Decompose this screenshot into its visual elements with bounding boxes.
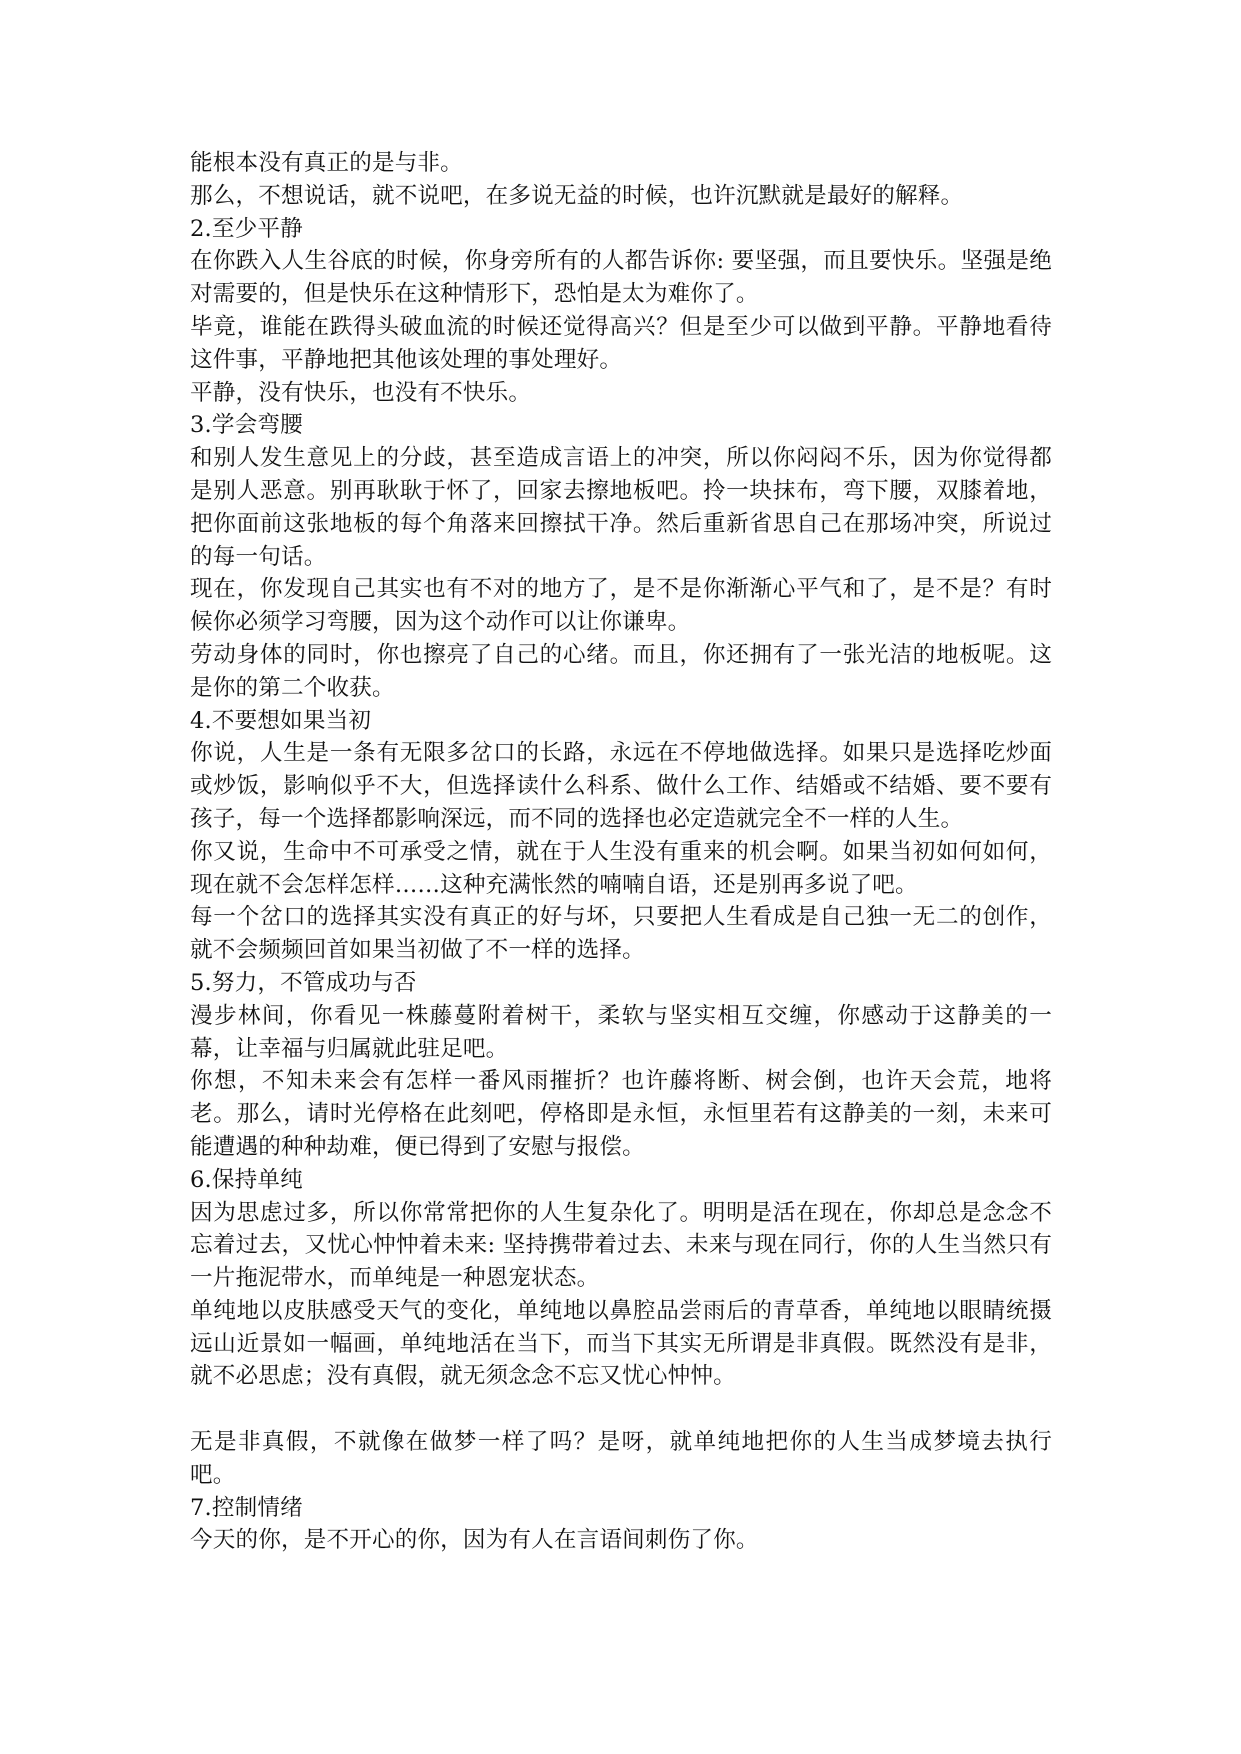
blank-line [190,1393,1052,1426]
paragraph: 在你跌入人生谷底的时候，你身旁所有的人都告诉你: 要坚强，而且要快乐。坚强是绝对需要的，但是快乐在这种情形下，恐怕是太为难你了。 [190,248,1052,308]
section-heading: 7.控制情绪 [190,1494,303,1521]
paragraph: 今天的你，是不开心的你，因为有人在言语间刺伤了你。 [190,1527,759,1554]
paragraph: 毕竟，谁能在跌得头破血流的时候还觉得高兴？但是至少可以做到平静。平静地看待这件事，平静地把其他该处理的事处理好。 [190,313,1052,373]
section-heading: 3.学会弯腰 [190,412,303,439]
paragraph: 现在，你发现自己其实也有不对的地方了，是不是你渐渐心平气和了，是不是？有时候你必须学习弯腰，因为这个动作可以让你谦卑。 [190,576,1052,636]
section-heading: 4.不要想如果当初 [190,707,372,734]
paragraph: 和别人发生意见上的分歧，甚至造成言语上的冲突，所以你闷闷不乐，因为你觉得都是别人恶意。别再耿耿于怀了，回家去擦地板吧。拎一块抹布，弯下腰，双膝着地，把你面前这张地板的每个角落来回擦拭干净。然后重新省思自己在那场冲突，所说过的每一句话。 [190,445,1052,570]
document-page [190,147,1052,1557]
paragraph: 漫步林间，你看见一株藤蔓附着树干，柔软与坚实相互交缠，你感动于这静美的一幕，让幸福与归属就此驻足吧。 [190,1002,1052,1062]
paragraph: 能根本没有真正的是与非。 [190,150,463,176]
section-heading: 2.至少平静 [190,215,303,242]
section-heading: 6.保持单纯 [190,1166,303,1193]
paragraph: 你又说，生命中不可承受之情，就在于人生没有重来的机会啊。如果当初如何如何，现在就不会怎样怎样……这种充满怅然的喃喃自语，还是别再多说了吧。 [190,838,1052,898]
paragraph: 劳动身体的同时，你也擦亮了自己的心绪。而且，你还拥有了一张光洁的地板呢。这是你的第二个收获。 [190,641,1052,701]
paragraph: 那么，不想说话，就不说吧，在多说无益的时候，也许沉默就是最好的解释。 [190,182,964,209]
paragraph: 因为思虑过多，所以你常常把你的人生复杂化了。明明是活在现在，你却总是念念不忘着过去，又忧心忡忡着未来: 坚持携带着过去、未来与现在同行，你的人生当然只有一片拖泥带水，而单纯是一种恩宠状态。 [190,1199,1052,1292]
paragraph: 平静，没有快乐，也没有不快乐。 [190,379,532,406]
section-heading: 5.努力，不管成功与否 [190,969,417,996]
paragraph: 你说，人生是一条有无限多岔口的长路，永远在不停地做选择。如果只是选择吃炒面或炒饭，影响似乎不大，但选择读什么科系、做什么工作、结婚或不结婚、要不要有孩子，每一个选择都影响深远，而不同的选择也必定造就完全不一样的人生。 [190,740,1052,832]
paragraph: 无是非真假，不就像在做梦一样了吗？是呀，就单纯地把你的人生当成梦境去执行吧。 [190,1429,1052,1488]
paragraph: 你想，不知未来会有怎样一番风雨摧折？也许藤将断、树会倒，也许天会荒，地将老。那么，请时光停格在此刻吧，停格即是永恒，永恒里若有这静美的一刻，未来可能遭遇的种种劫难，便已得到了安慰与报偿。 [190,1068,1052,1160]
paragraph: 单纯地以皮肤感受天气的变化，单纯地以鼻腔品尝雨后的青草香，单纯地以眼睛统摄远山近景如一幅画，单纯地活在当下，而当下其实无所谓是非真假。既然没有是非，就不必思虑；没有真假，就无须念念不忘又忧心忡忡。 [190,1297,1052,1390]
paragraph: 每一个岔口的选择其实没有真正的好与坏，只要把人生看成是自己独一无二的创作，就不会频频回首如果当初做了不一样的选择。 [190,904,1052,964]
